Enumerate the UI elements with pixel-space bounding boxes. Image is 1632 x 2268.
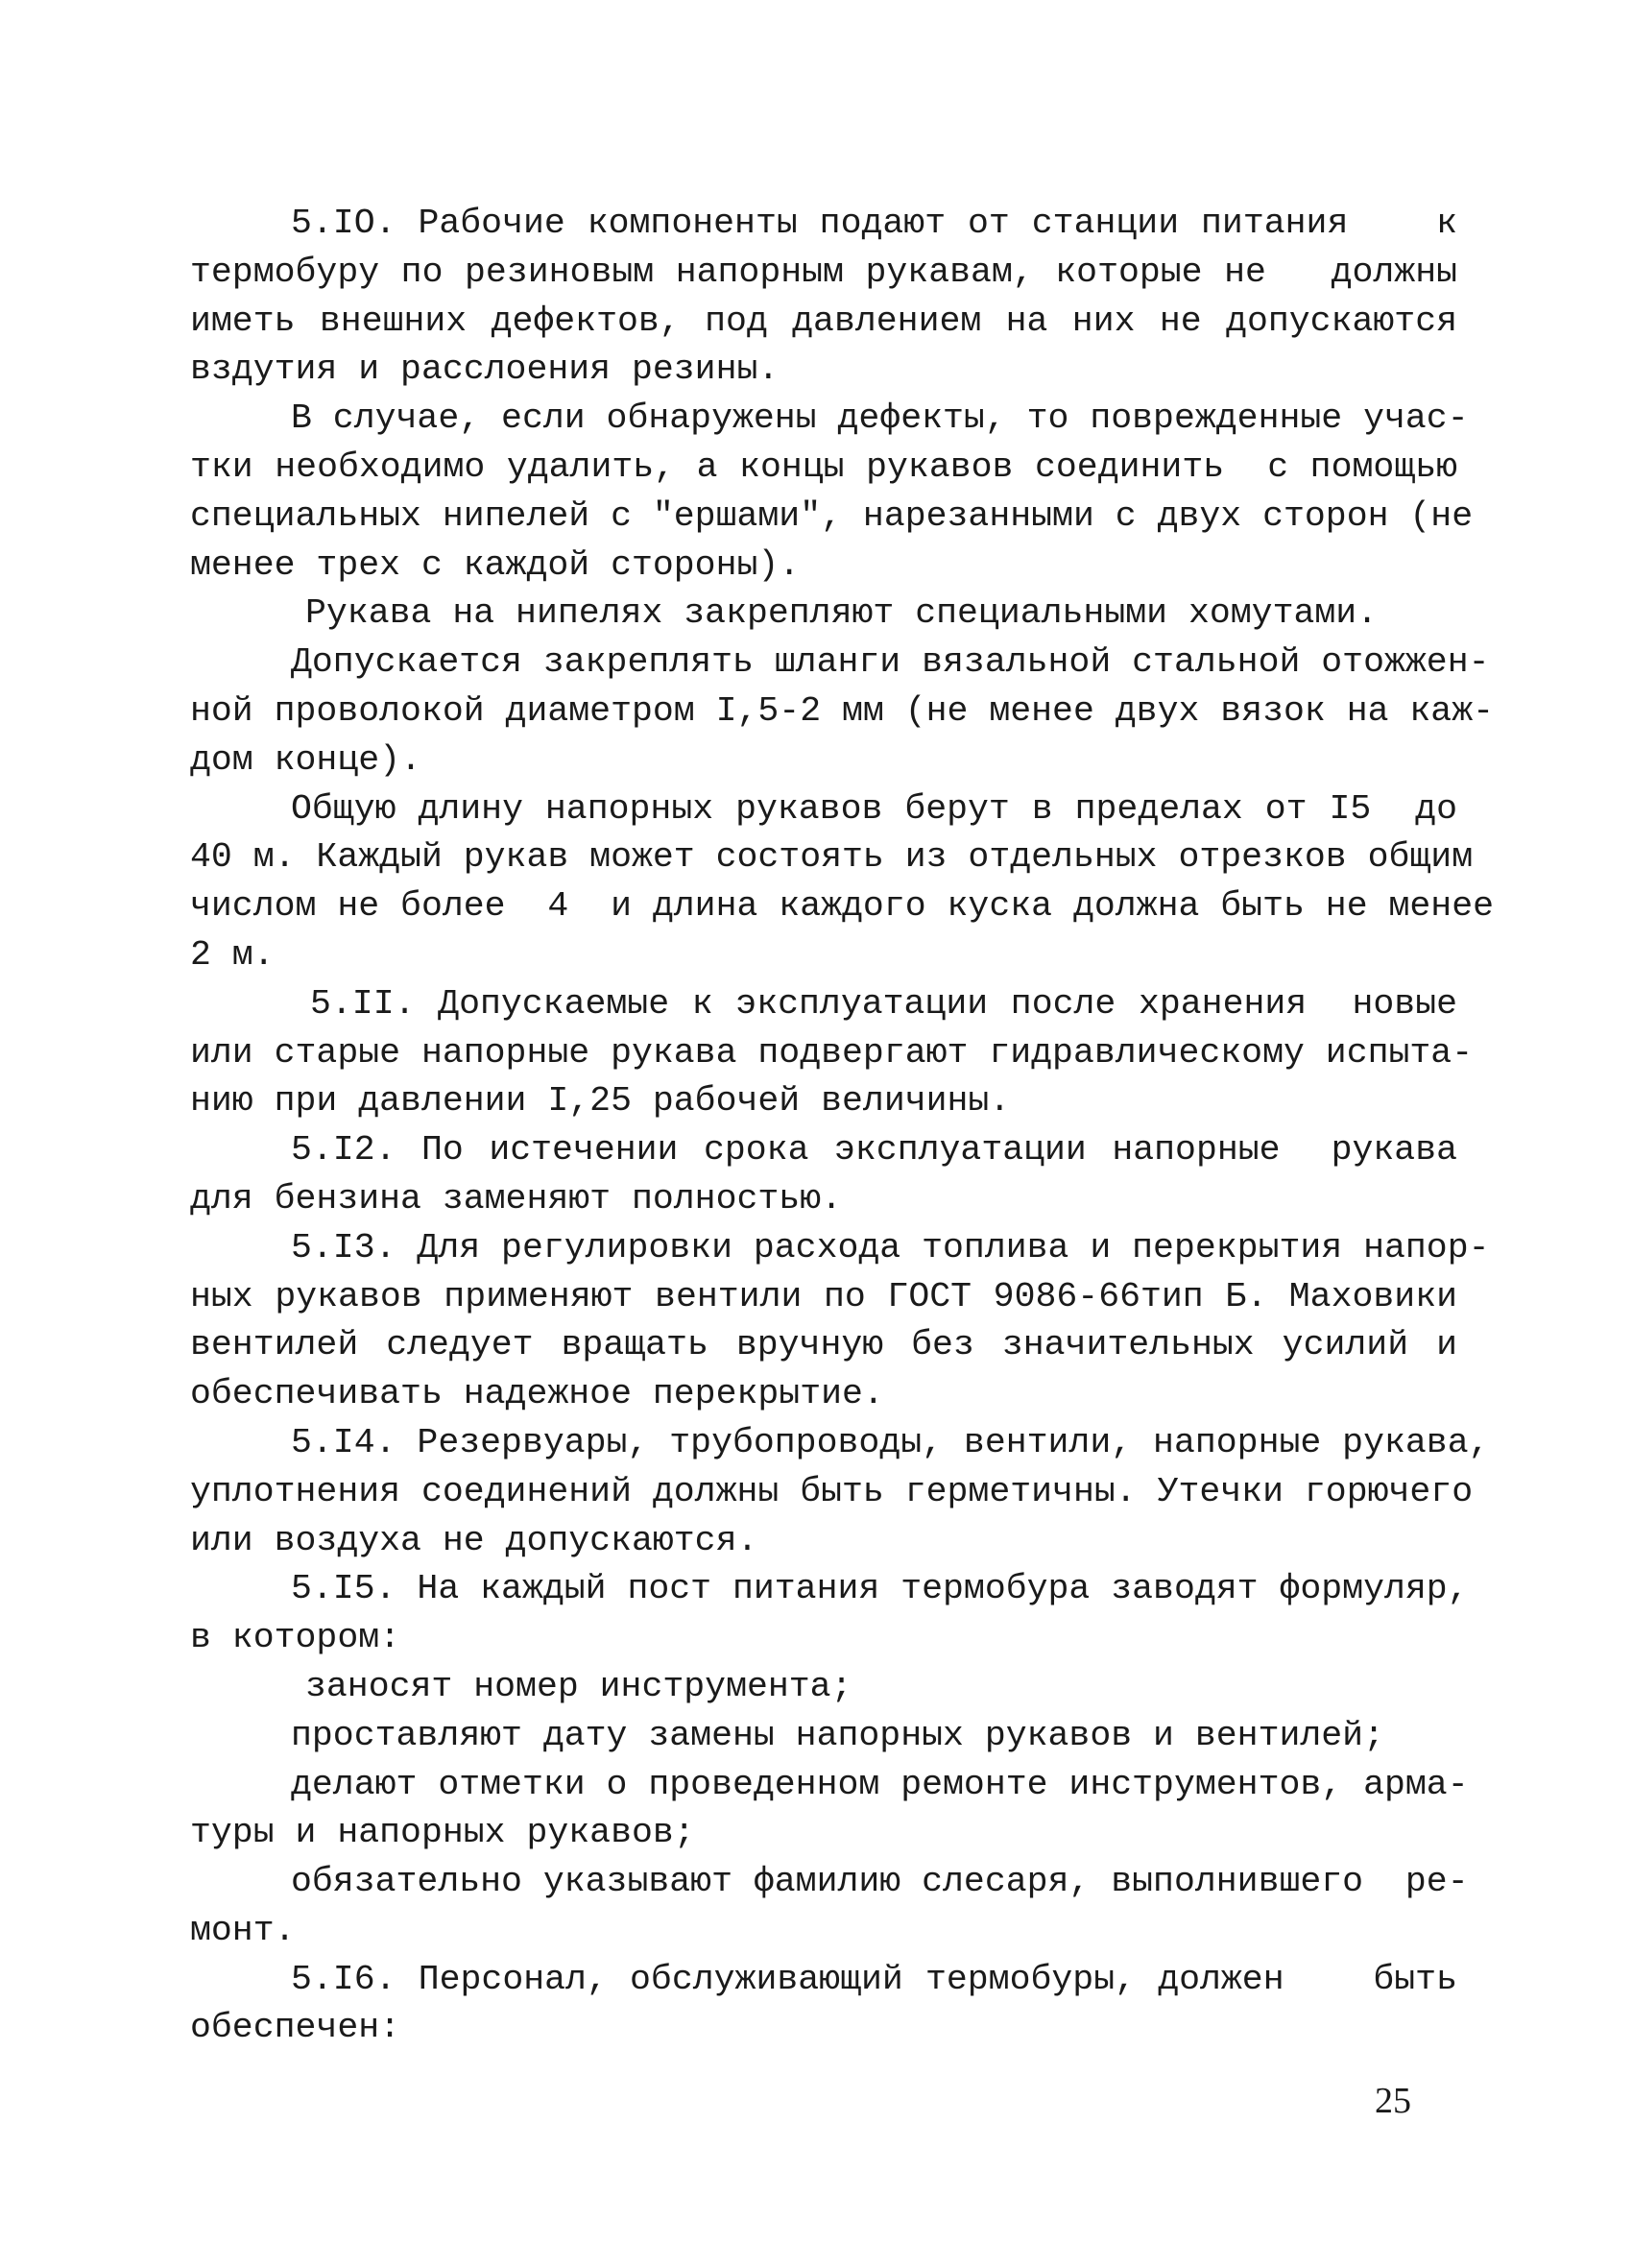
text-line: нию при давлении I,25 рабочей величины. (190, 1081, 1011, 1122)
text-line: Общую длину напорных рукавов берут в пределах от I5 до (291, 788, 1457, 829)
text-line: дом конце). (190, 739, 421, 780)
text-line: 5.I2. По истечении срока эксплуатации напорные рукава (291, 1130, 1457, 1170)
text-line: туры и напорных рукавов; (190, 1813, 695, 1853)
text-line: или воздуха не допускаются. (190, 1520, 758, 1560)
text-line: термобуру по резиновым напорным рукавам, которые не должны (190, 252, 1457, 292)
text-line: 5.II. Допускаемые к эксплуатации после хранения новые (310, 983, 1457, 1024)
text-line: тки необходимо удалить, а концы рукавов соединить с помощью (190, 446, 1457, 487)
text-line: ной проволокой диаметром I,5-2 мм (не менее двух вязок на каж- (190, 690, 1495, 731)
text-line: делают отметки о проведенном ремонте инструментов, арма- (291, 1764, 1469, 1804)
text-line: заносят номер инструмента; (305, 1666, 852, 1706)
text-line: обязательно указывают фамилию слесаря, выполнившего ре- (291, 1862, 1469, 1902)
body-text (190, 200, 1495, 2053)
text-line: обеспечивать надежное перекрытие. (190, 1374, 884, 1414)
text-line: 40 м. Каждый рукав может состоять из отдельных отрезков общим (190, 837, 1474, 878)
text-line: уплотнения соединений должны быть герметичны. Утечки горючего (190, 1471, 1474, 1511)
text-line: проставляют дату замены напорных рукавов и вентилей; (291, 1715, 1384, 1755)
text-line: обеспечен: (190, 2008, 401, 2048)
text-line: ных рукавов применяют вентили по ГОСТ 9086-66тип Б. Маховики (190, 1276, 1457, 1316)
text-line: 2 м. (190, 934, 275, 975)
text-line: 5.I4. Резервуары, трубопроводы, вентили, напорные рукава, (291, 1422, 1490, 1462)
text-line: менее трех с каждой стороны). (190, 544, 801, 585)
text-line: специальных нипелей с "ершами", нарезанными с двух сторон (не (190, 495, 1474, 536)
text-line: Допускается закреплять шланги вязальной стальной отожжен- (291, 642, 1490, 683)
text-line: иметь внешних дефектов, под давлением на них не допускаются (190, 301, 1457, 341)
text-line: монт. (190, 1910, 296, 1950)
text-line: числом не более 4 и длина каждого куска должна быть не менее (190, 886, 1495, 927)
text-line: или старые напорные рукава подвергают гидравлическому испыта- (190, 1032, 1474, 1073)
page-number: 25 (1375, 2081, 1411, 2121)
text-line: 5.I6. Персонал, обслуживающий термобуры, должен быть (291, 1959, 1457, 1999)
text-line: 5.I5. На каждый пост питания термобура заводят формуляр, (291, 1569, 1469, 1609)
text-line: вентилей следует вращать вручную без значительных усилий и (190, 1325, 1457, 1365)
text-line: 5.IO. Рабочие компоненты подают от станции питания к (291, 204, 1457, 243)
text-line: 5.I3. Для регулировки расхода топлива и перекрытия напор- (291, 1227, 1490, 1267)
text-line: вздутия и расслоения резины. (190, 350, 780, 390)
text-line: В случае, если обнаружены дефекты, то поврежденные учас- (291, 398, 1469, 439)
text-line: для бензина заменяют полностью. (190, 1178, 843, 1218)
text-line: Рукава на нипелях закрепляют специальными хомутами. (305, 593, 1379, 634)
text-line: в котором: (190, 1618, 401, 1658)
